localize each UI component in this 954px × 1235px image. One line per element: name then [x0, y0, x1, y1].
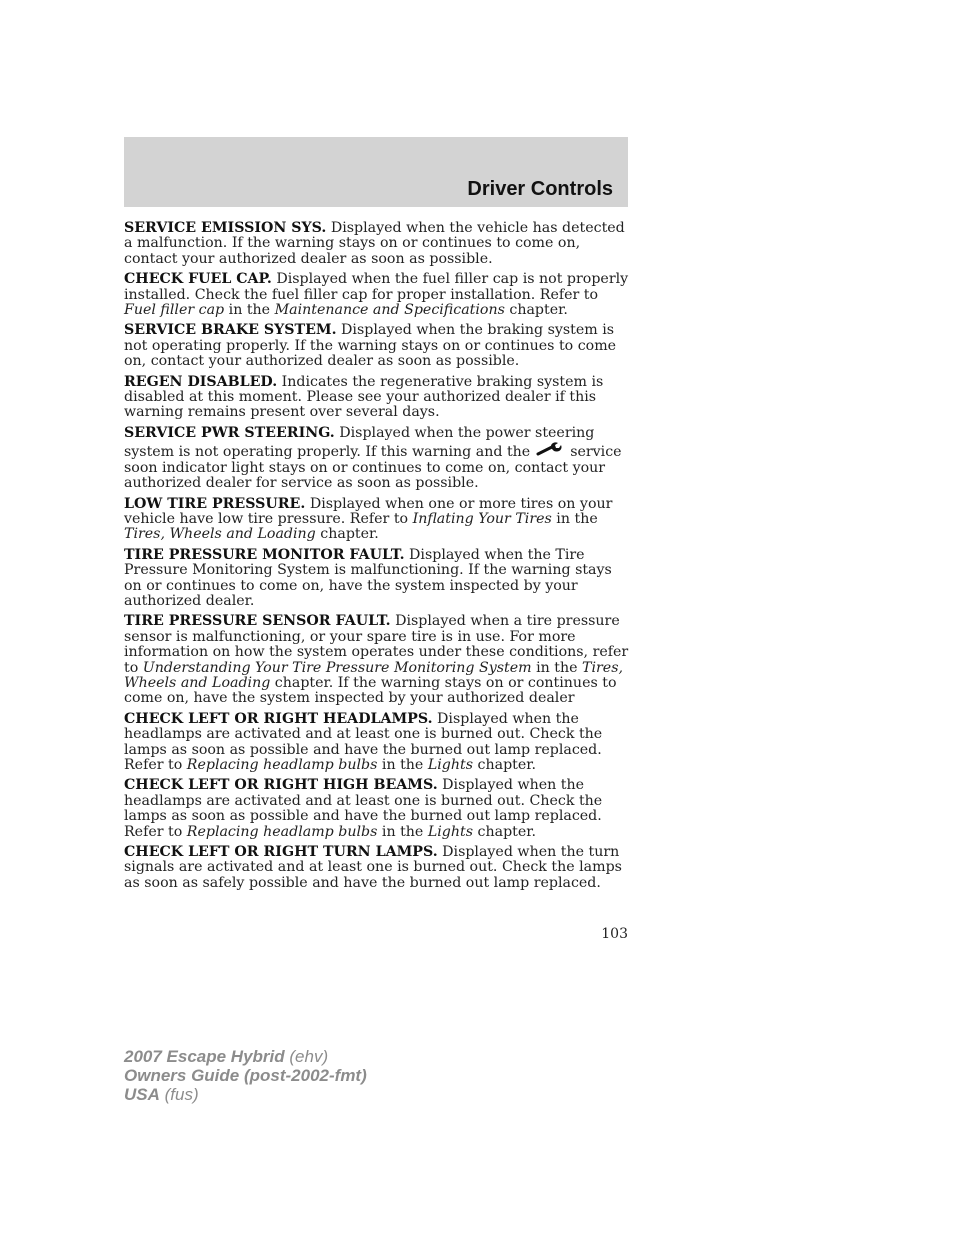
- entry-title: CHECK FUEL CAP.: [124, 271, 272, 288]
- wrench-icon: [536, 441, 564, 455]
- entry-title: TIRE PRESSURE MONITOR FAULT.: [124, 546, 405, 563]
- cross-reference: Replacing headlamp bulbs: [186, 823, 378, 840]
- entry-tire-pressure-monitor-fault: [124, 548, 629, 610]
- entry-service-pwr-steering: SERVICE PWR STEERING. Displayed when the power steering system is not operating properly. If this warning and the service soon indicator light stays on or continues to come on, contact your authorized dealer for service as soon as possible.: [124, 424, 622, 492]
- document-footer: [124, 1047, 367, 1104]
- chapter-reference: Lights: [427, 823, 474, 840]
- message-list: [124, 221, 629, 896]
- chapter-header-band: [124, 137, 628, 207]
- entry-title: SERVICE BRAKE SYSTEM.: [124, 322, 337, 339]
- entry-check-turn-lamps: [124, 845, 629, 891]
- entry-text: Indicates the regenerative braking system is disabled at this moment. Please see your authorized dealer if this warning remains present over several days.: [124, 373, 604, 421]
- entry-title: TIRE PRESSURE SENSOR FAULT.: [124, 613, 391, 630]
- cross-reference: Replacing headlamp bulbs: [186, 757, 378, 773]
- chapter-title: Driver Controls: [467, 178, 613, 200]
- chapter-reference: Maintenance and Specifications: [274, 302, 505, 319]
- entry-title: CHECK LEFT OR RIGHT TURN LAMPS.: [124, 844, 438, 861]
- entry-text: Displayed when the braking system is not operating properly. If the warning stays on or continues to come on, contact your authorized dealer as soon as possible.: [124, 322, 617, 370]
- entry-low-tire-pressure: LOW TIRE PRESSURE. Displayed when one or more tires on your vehicle have low tire pressure. Refer to Inflating Your Tires in the Tires, Wheels and Loading chapter.: [124, 495, 613, 543]
- chapter-reference: Lights: [427, 757, 474, 773]
- entry-title: CHECK LEFT OR RIGHT HEADLAMPS.: [124, 710, 433, 727]
- entry-service-emission: [124, 221, 629, 267]
- footer-line-1: 2007 Escape Hybrid (ehv): [124, 1047, 329, 1066]
- entry-check-headlamps: CHECK LEFT OR RIGHT HEADLAMPS. Displayed when the headlamps are activated and at least one is burned out. Check the lamps as soon as possible and have the burned out lamp replaced. Refer to Replacing headlamp bulbs in the Lights chapter.: [124, 710, 603, 773]
- chapter-reference: Tires, Wheels and Loading: [124, 526, 316, 543]
- cross-reference: Inflating Your Tires: [412, 510, 552, 527]
- entry-service-brake-system: [124, 323, 629, 369]
- entry-text: Displayed when the Tire Pressure Monitoring System is malfunctioning. If the warning stays on or continues to come on, have the system inspected by your authorized dealer.: [124, 546, 612, 609]
- entry-title: SERVICE EMISSION SYS.: [124, 220, 327, 236]
- entry-check-fuel-cap: CHECK FUEL CAP. Displayed when the fuel filler cap is not properly installed. Check the fuel filler cap for proper installation. Refer to Fuel filler cap in the Maintenance and Specifications chapter.: [124, 271, 629, 319]
- footer-line-2: Owners Guide (post-2002-fmt): [124, 1066, 367, 1085]
- cross-reference: Fuel filler cap: [124, 302, 225, 319]
- chapter-reference: Tires, Wheels and Loading: [124, 659, 623, 691]
- entry-title: CHECK LEFT OR RIGHT HIGH BEAMS.: [124, 777, 438, 794]
- entry-check-high-beams: CHECK LEFT OR RIGHT HIGH BEAMS. Displayed when the headlamps are activated and at least one is burned out. Check the lamps as soon as possible and have the burned out lamp replaced. Refer to Replacing headlamp bulbs in the Lights chapter.: [124, 777, 603, 840]
- entry-text: Displayed when the turn signals are activated and at least one is burned out. Check the lamps as soon as safely possible and have the burned out lamp replaced.: [124, 844, 622, 891]
- entry-title: LOW TIRE PRESSURE.: [124, 495, 306, 512]
- entry-text: Displayed when the vehicle has detected a malfunction. If the warning stays on or continues to come on, contact your authorized dealer as soon as possible.: [124, 220, 625, 267]
- cross-reference: Understanding Your Tire Pressure Monitoring System: [142, 659, 532, 676]
- entry-tire-pressure-sensor-fault: TIRE PRESSURE SENSOR FAULT. Displayed when a tire pressure sensor is malfunctioning, or your spare tire is in use. For more information on how the system operates under these conditions, refer to Understanding Your Tire Pressure Monitoring System in the Tires, Wheels and Loading chapter. If the warning stays on or continues to come on, have the system inspected by your authorized dealer: [124, 613, 629, 707]
- page-number: 103: [601, 926, 628, 942]
- entry-title: REGEN DISABLED.: [124, 373, 278, 390]
- entry-regen-disabled: [124, 375, 629, 421]
- footer-line-3: USA (fus): [124, 1085, 199, 1104]
- entry-title: SERVICE PWR STEERING.: [124, 424, 335, 441]
